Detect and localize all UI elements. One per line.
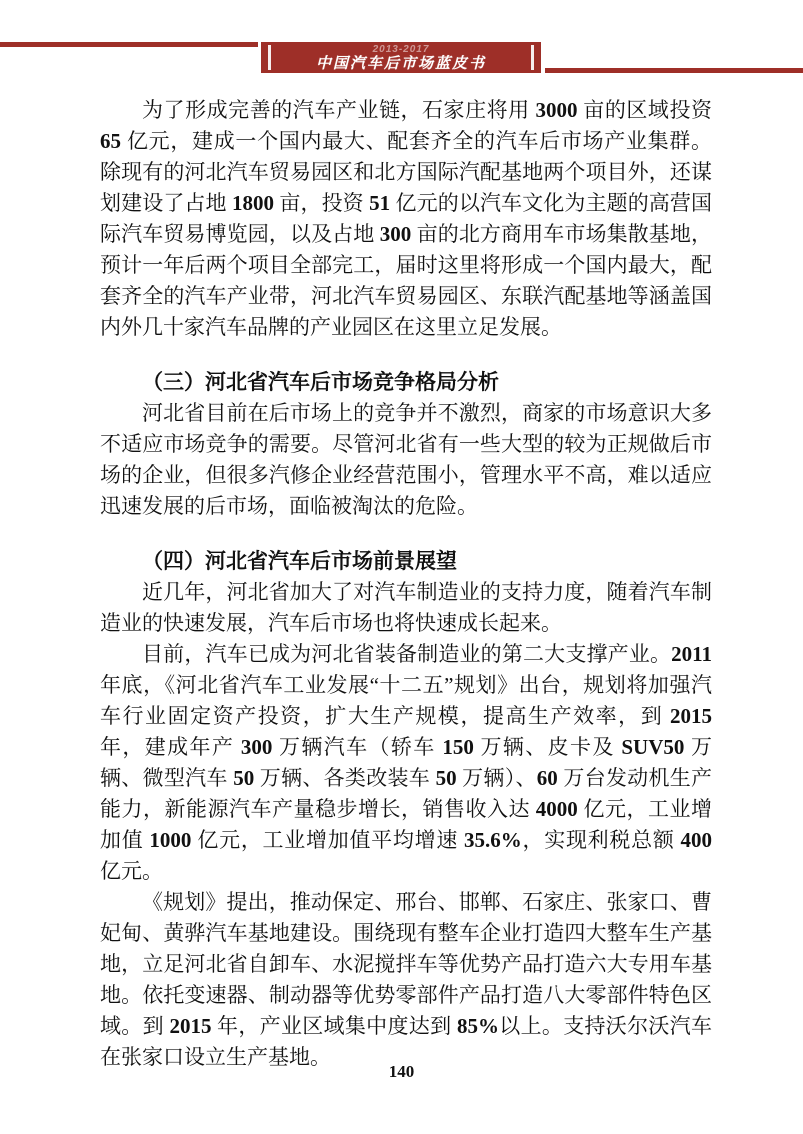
- header-years: 2013-2017: [372, 44, 430, 55]
- banner-divider-right-icon: [531, 45, 534, 70]
- body-paragraph: 为了形成完善的汽车产业链，石家庄将用 3000 亩的区域投资 65 亿元，建成一个国内最大、配套齐全的汽车后市场产业集群。除现有的河北汽车贸易园区和北方国际汽配基地两个项目外，还谋划建设了占地 1800 亩，投资 51 亿元的以汽车文化为主题的高营国际汽车贸易博览园，以及占地 300 亩的北方商用车市场集散基地，预计一年后两个项目全部完工，届时这里将形成一个国内最大，配套齐全的汽车产业带，河北汽车贸易园区、东联汽配基地等涵盖国内外几十家汽车品牌的产业园区在这里立足发展。: [100, 98, 713, 339]
- page-body: [100, 95, 712, 1073]
- section-heading-outlook: （四）河北省汽车后市场前景展望: [142, 549, 457, 573]
- body-paragraph: 《规划》提出，推动保定、邢台、邯郸、石家庄、张家口、曹妃甸、黄骅汽车基地建设。围绕现有整车企业打造四大整车生产基地，立足河北省自卸车、水泥搅拌车等优势产品打造六大专用车基地。依托变速器、制动器等优势零部件产品打造八大零部件特色区域。到 2015 年，产业区域集中度达到 85%以上。支持沃尔沃汽车在张家口设立生产基地。: [100, 890, 713, 1069]
- page-number: 140: [388, 1062, 415, 1081]
- header-rule-right: [545, 68, 803, 73]
- header-banner: [261, 42, 541, 73]
- section-heading-competition: （三）河北省汽车后市场竞争格局分析: [142, 370, 499, 394]
- body-paragraph: 目前，汽车已成为河北省装备制造业的第二大支撑产业。2011 年底，《河北省汽车工业发展“十二五”规划》出台，规划将加强汽车行业固定资产投资，扩大生产规模，提高生产效率，到 2015 年，建成年产 300 万辆汽车（轿车 150 万辆、皮卡及 SUV50 万辆、微型汽车 50 万辆、各类改装车 50 万辆）、60 万台发动机生产能力，新能源汽车产量稳步增长，销售收入达 4000 亿元，工业增加值 1000 亿元，工业增加值平均增速 35.6%，实现利税总额 400 亿元。: [100, 642, 713, 883]
- banner-divider-left-icon: [268, 45, 271, 70]
- header-rule-left: [0, 42, 258, 47]
- body-paragraph: 近几年，河北省加大了对汽车制造业的支持力度，随着汽车制造业的快速发展，汽车后市场也将快速成长起来。: [100, 580, 712, 635]
- book-title: 中国汽车后市场蓝皮书: [315, 55, 486, 72]
- body-paragraph: 河北省目前在后市场上的竞争并不激烈，商家的市场意识大多不适应市场竞争的需要。尽管河北省有一些大型的较为正规做后市场的企业，但很多汽修企业经营范围小，管理水平不高，难以适应迅速发展的后市场，面临被淘汰的危险。: [100, 401, 712, 518]
